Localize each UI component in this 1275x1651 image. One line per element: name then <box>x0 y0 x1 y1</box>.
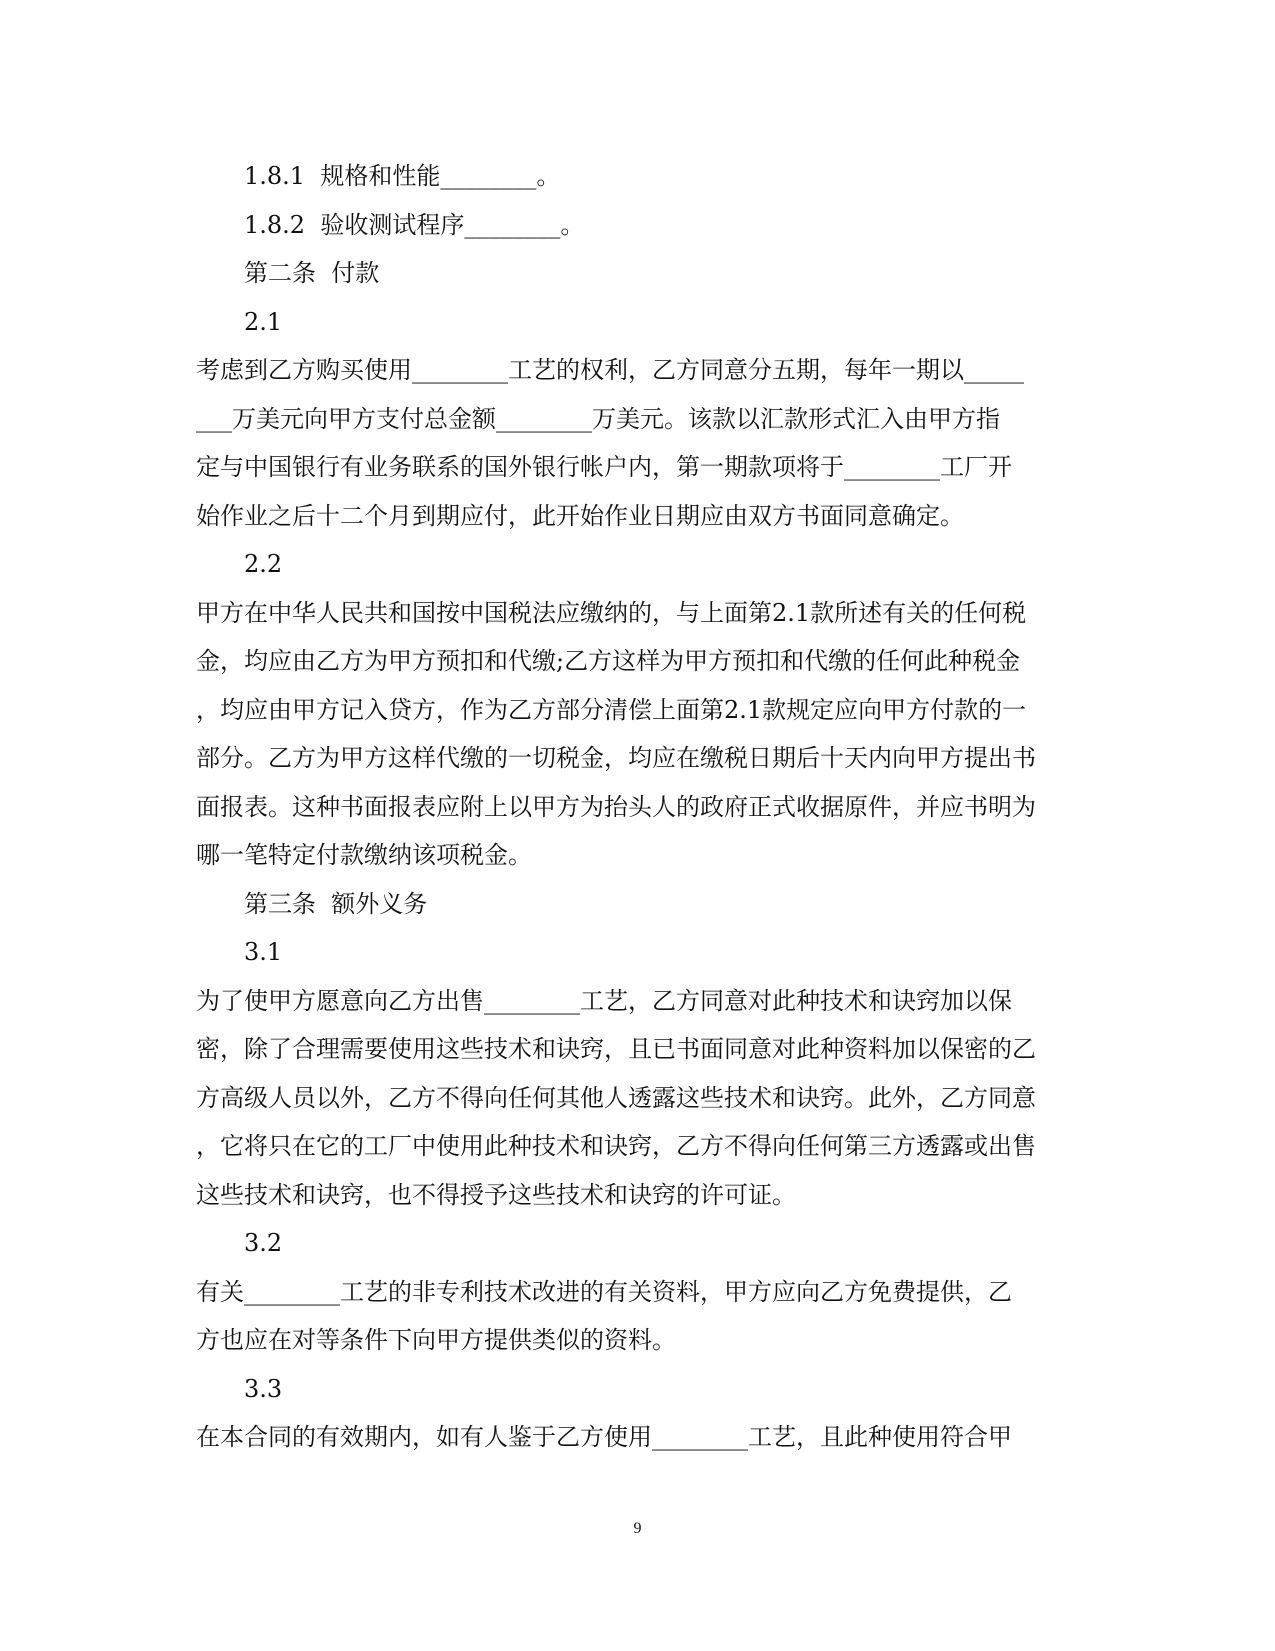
clause-2-1-line: 定与中国银行有业务联系的国外银行帐户内，第一期款项将于________工厂开 <box>196 453 1012 481</box>
clause-3-2-line: 有关________工艺的非专利技术改进的有关资料，甲方应向乙方免费提供，乙 <box>196 1277 1012 1306</box>
clause-1-8-2: 1.8.2 验收测试程序________。 <box>244 210 585 239</box>
clause-3-1-line: 方高级人员以外，乙方不得向任何其他人透露这些技术和诀窍。此外，乙方同意 <box>196 1083 1036 1112</box>
clause-2-2-line: 甲方在中华人民共和国按中国税法应缴纳的，与上面第2.1款所述有关的任何税 <box>196 598 1027 627</box>
clause-2-2-line: 面报表。这种书面报表应附上以甲方为抬头人的政府正式收据原件，并应书明为 <box>196 792 1036 821</box>
clause-2-2-line: 部分。乙方为甲方这样代缴的一切税金，均应在缴税日期后十天内向甲方提出书 <box>196 744 1036 772</box>
page-number: 9 <box>633 1520 642 1537</box>
document-body <box>196 152 1066 1462</box>
clause-3-1-line: 为了使甲方愿意向乙方出售________工艺，乙方同意对此种技术和诀窍加以保 <box>196 986 1012 1015</box>
clause-3-2-line: 方也应在对等条件下向甲方提供类似的资料。 <box>196 1326 676 1354</box>
clause-2-2-number: 2.2 <box>244 550 283 578</box>
clause-3-1-number: 3.1 <box>244 938 283 966</box>
clause-3-3-number: 3.3 <box>244 1374 283 1403</box>
clause-2-1-number: 2.1 <box>244 307 283 336</box>
clause-2-1-line: 始作业之后十二个月到期应付，此开始作业日期应由双方书面同意确定。 <box>196 501 964 530</box>
clause-3-1-line: ，它将只在它的工厂中使用此种技术和诀窍，乙方不得向任何第三方透露或出售 <box>196 1132 1036 1160</box>
clause-3-2-number: 3.2 <box>244 1229 283 1257</box>
clause-2-1-line: ___万美元向甲方支付总金额________万美元。该款以汇款形式汇入由甲方指 <box>196 404 1000 433</box>
clause-2-2-line: 金，均应由乙方为甲方预扣和代缴;乙方这样为甲方预扣和代缴的任何此种税金 <box>196 647 1021 675</box>
clause-3-3-line: 在本合同的有效期内，如有人鉴于乙方使用________工艺，且此种使用符合甲 <box>196 1423 1012 1451</box>
clause-3-1-line: 这些技术和诀窍，也不得授予这些技术和诀窍的许可证。 <box>196 1180 796 1209</box>
article-2-heading: 第二条 付款 <box>244 259 380 287</box>
clause-2-1-line: 考虑到乙方购买使用________工艺的权利，乙方同意分五期，每年一期以_____ <box>196 356 1024 384</box>
clause-3-1-line: 密，除了合理需要使用这些技术和诀窍，且已书面同意对此种资料加以保密的乙 <box>196 1035 1036 1063</box>
clause-2-2-line: ，均应由甲方记入贷方，作为乙方部分清偿上面第2.1款规定应向甲方付款的一 <box>196 695 1027 724</box>
clause-2-2-line: 哪一笔特定付款缴纳该项税金。 <box>196 841 532 869</box>
clause-1-8-1: 1.8.1 规格和性能________。 <box>244 162 561 190</box>
article-3-heading: 第三条 额外义务 <box>244 889 428 918</box>
